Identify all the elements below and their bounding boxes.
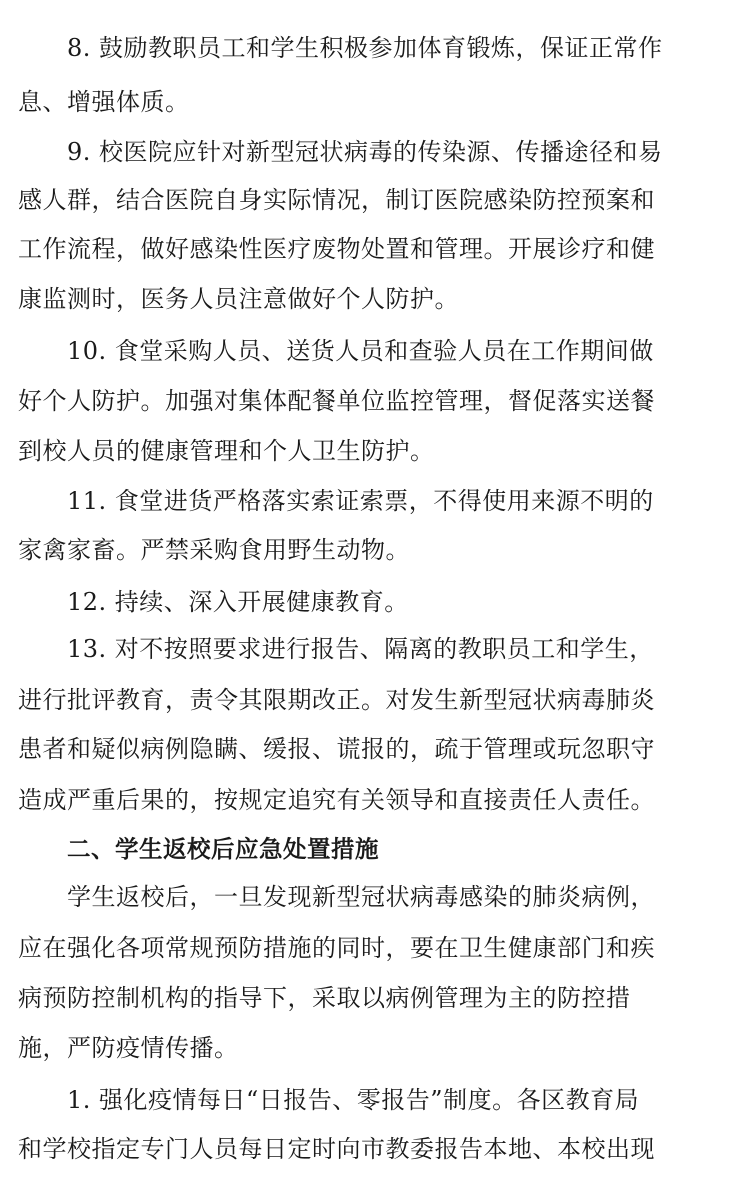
paragraph-line: 病预防控制机构的指导下，采取以病例管理为主的防控措	[18, 984, 631, 1012]
paragraph-line: 造成严重后果的，按规定追究有关领导和直接责任人责任。	[18, 786, 655, 814]
paragraph-line: 施，严防疫情传播。	[18, 1034, 239, 1062]
paragraph-line: 10. 食堂采购人员、送货人员和查验人员在工作期间做	[67, 337, 654, 365]
paragraph-line: 感人群，结合医院自身实际情况，制订医院感染防控预案和	[18, 186, 655, 214]
paragraph-line: 到校人员的健康管理和个人卫生防护。	[18, 437, 435, 465]
paragraph-line: 9. 校医院应针对新型冠状病毒的传染源、传播途径和易	[67, 138, 663, 166]
paragraph-line: 8. 鼓励教职员工和学生积极参加体育锻炼，保证正常作	[67, 34, 663, 62]
paragraph-line: 13. 对不按照要求进行报告、隔离的教职员工和学生，	[67, 635, 654, 663]
section-heading: 二、学生返校后应急处置措施	[67, 835, 379, 863]
paragraph-line: 家禽家畜。严禁采购食用野生动物。	[18, 536, 410, 564]
paragraph-line: 患者和疑似病例隐瞒、缓报、谎报的，疏于管理或玩忽职守	[18, 735, 655, 763]
paragraph-line: 息、增强体质。	[18, 88, 190, 116]
paragraph-line: 12. 持续、深入开展健康教育。	[67, 588, 409, 616]
paragraph-line: 1. 强化疫情每日“日报告、零报告”制度。各区教育局	[67, 1086, 640, 1114]
paragraph-line: 11. 食堂进货严格落实索证索票，不得使用来源不明的	[67, 487, 654, 515]
paragraph-line: 学生返校后，一旦发现新型冠状病毒感染的肺炎病例，	[67, 883, 655, 911]
paragraph-line: 康监测时，医务人员注意做好个人防护。	[18, 285, 459, 313]
paragraph-line: 进行批评教育，责令其限期改正。对发生新型冠状病毒肺炎	[18, 686, 655, 714]
paragraph-line: 好个人防护。加强对集体配餐单位监控管理，督促落实送餐	[18, 387, 655, 415]
paragraph-line: 和学校指定专门人员每日定时向市教委报告本地、本校出现	[18, 1135, 655, 1163]
paragraph-line: 工作流程，做好感染性医疗废物处置和管理。开展诊疗和健	[18, 235, 655, 263]
paragraph-line: 应在强化各项常规预防措施的同时，要在卫生健康部门和疾	[18, 934, 655, 962]
